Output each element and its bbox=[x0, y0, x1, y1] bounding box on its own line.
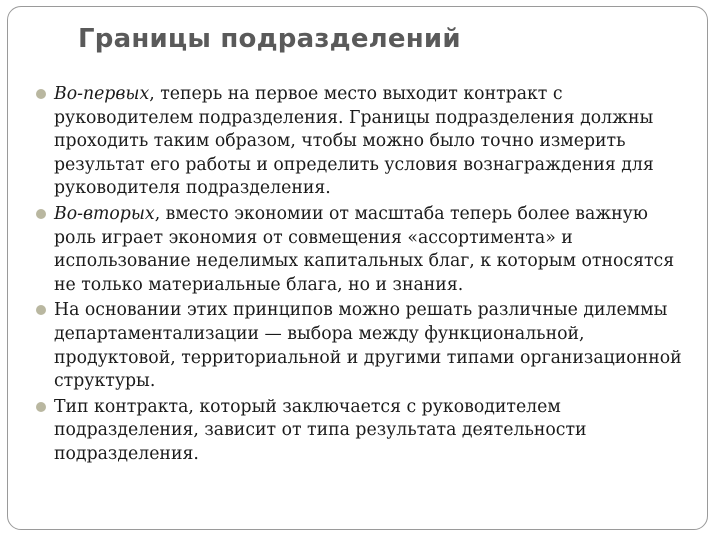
bullet-item bbox=[36, 396, 686, 467]
bullet-lead: Во-первых bbox=[54, 84, 150, 104]
bullet-item bbox=[36, 203, 686, 297]
bullet-dot-icon bbox=[36, 89, 46, 99]
bullet-text: , вместо экономии от масштаба теперь более важную роль играет экономия от совмещения «ассортимента» и использование неделимых капитальных благ, к которым относятся не только материальные блага, но и знания. bbox=[54, 203, 675, 295]
bullet-dot-icon bbox=[36, 209, 46, 219]
bullet-text: , теперь на первое место выходит контракт с руководителем подразделения. Границы подразделения должны проходить таким образом, чтобы можно было точно измерить результат его работы и определить условия вознаграждения для руководителя подразделения. bbox=[54, 84, 654, 199]
slide-title: Границы подразделений bbox=[78, 24, 461, 54]
bullet-list bbox=[36, 83, 686, 469]
bullet-item bbox=[36, 83, 686, 201]
bullet-text: Тип контракта, который заключается с руководителем подразделения, зависит от типа результата деятельности подразделения. bbox=[54, 396, 587, 464]
bullet-lead: Во-вторых bbox=[54, 203, 155, 224]
bullet-dot-icon bbox=[36, 402, 46, 412]
bullet-item bbox=[36, 299, 686, 393]
bullet-text: На основании этих принципов можно решать различные дилеммы департаментализации — выбора между функциональной, продуктовой, территориальной и другими типами организационной структуры. bbox=[54, 300, 682, 392]
bullet-dot-icon bbox=[36, 305, 46, 315]
